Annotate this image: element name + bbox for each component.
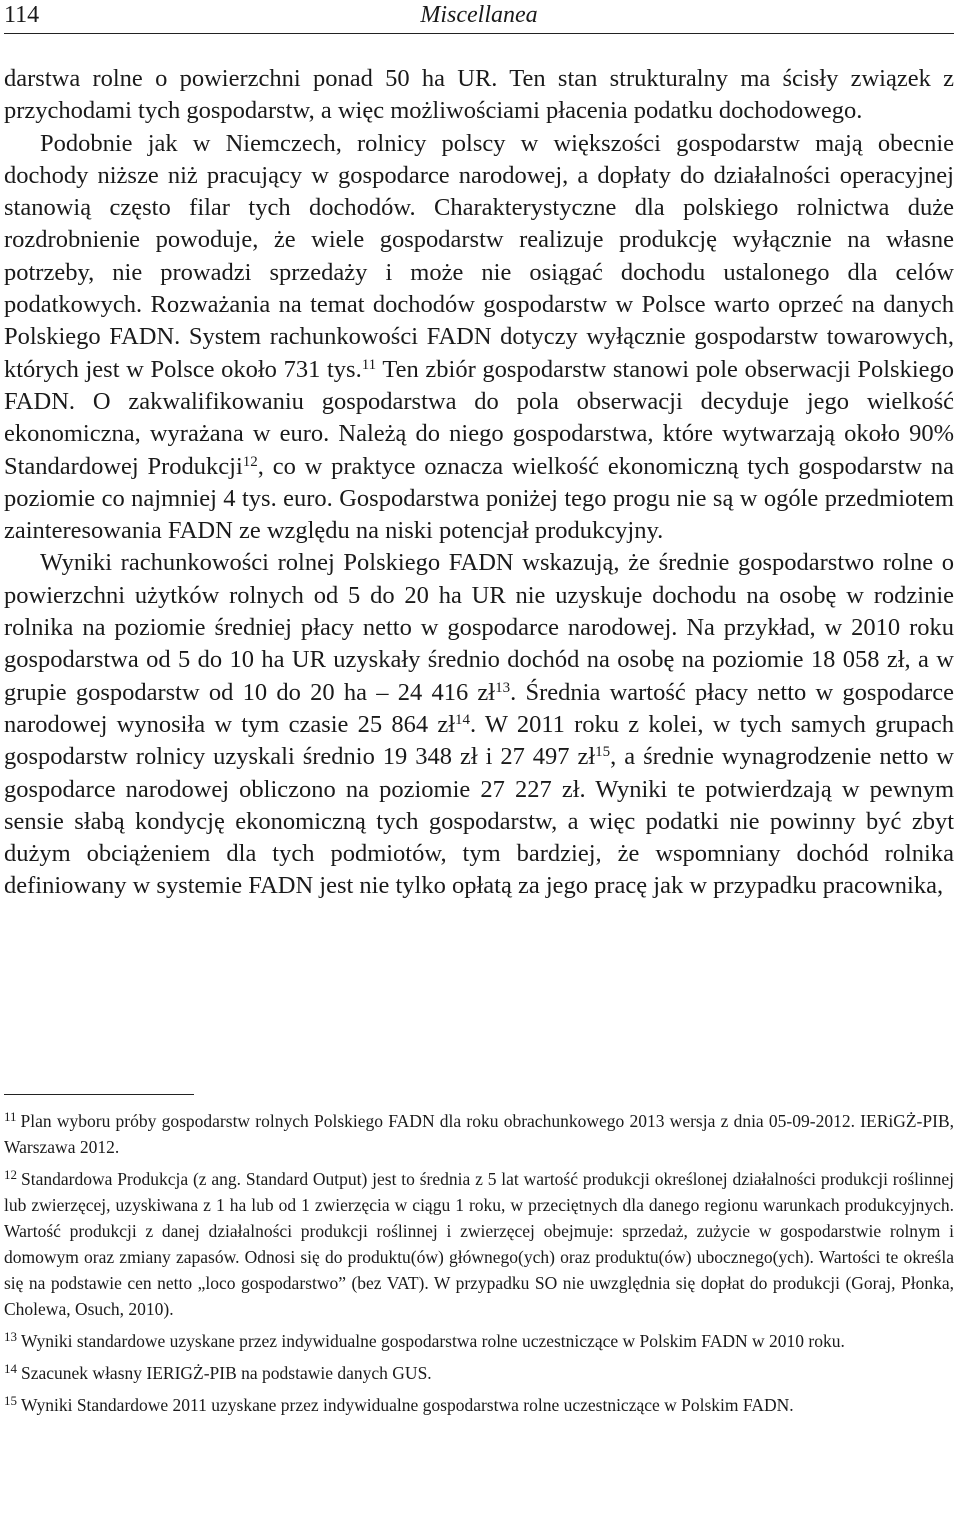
footnote-separator xyxy=(4,1094,194,1095)
running-title: Miscellanea xyxy=(420,2,538,28)
paragraph-2-text-c: , co w praktyce oznacza wielkość ekonomiczną tych gospodarstw na poziomie co najmniej 4 tys. euro. Gospodarstwa poniżej tego progu nie są w ogóle przedmiotem zainteresowania FADN ze względu na niski potencjał produkcyjny. xyxy=(4,452,954,545)
footnote-number: 15 xyxy=(4,1393,17,1408)
footnote-ref-11[interactable]: 11 xyxy=(361,356,377,373)
footnote-ref-14[interactable]: 14 xyxy=(455,711,471,728)
paragraph-1-text: darstwa rolne o powierzchni ponad 50 ha UR. Ten stan strukturalny ma ścisły związek z przychodami tych gospodarstw, a więc możliwościami płacenia podatku dochodowego. xyxy=(4,65,954,125)
paragraph-2-text-b: Ten zbiór gospodarstw stanowi pole obserwacji Polskiego FADN. O zakwalifikowaniu gospodarstwa do pola obserwacji decyduje jego wielkość ekonomiczna, wyrażana w euro. Należą do niego gospodarstwa, które wytwarzają około 90% Standardowej Produkcji xyxy=(4,355,955,480)
footnote-text: Plan wyboru próby gospodarstw rolnych Polskiego FADN dla roku obrachunkowego 2013 wersja z dnia 05-09-2012. IERiGŻ-PIB, Warszawa 2012. xyxy=(4,1111,954,1157)
footnote-number: 11 xyxy=(4,1109,17,1124)
paragraph-2 xyxy=(4,128,954,548)
paragraph-3 xyxy=(4,547,954,902)
footnote-11 xyxy=(4,1108,954,1160)
footnote-text: Standardowa Produkcja (z ang. Standard Output) jest to średnia z 5 lat wartość produkcji określonej działalności produkcji roślinnej lub zwierzęcej, uzyskiwana z 1 ha lub od 1 zwierzęcia w ciągu 1 roku, w przeciętnych dla danego regionu warunkach produkcyjnych. Wartość produkcji z danej działalności produkcji roślinnej i zwierzęcej obejmuje: sprzedaż, zużycie w gospodarstwie rolnym i domowym oraz zmiany zapasów. Odnosi się do produktu(ów) głównego(ych) oraz produktu(ów) ubocznego(ych). Wartości te określa się na podstawie cen netto „loco gospodarstwo” (bez VAT). W przypadku SO nie uwzględnia się dopłat do produkcji (Goraj, Płonka, Cholewa, Osuch, 2010). xyxy=(4,1169,954,1319)
footnote-number: 12 xyxy=(4,1167,17,1182)
paragraph-3-text-b: . Średnia wartość płacy netto w gospodarce narodowej wynosiła w tym czasie 25 864 zł xyxy=(4,678,955,738)
footnote-text: Wyniki Standardowe 2011 uzyskane przez indywidualne gospodarstwa rolne uczestniczące w Polskim FADN. xyxy=(21,1395,794,1415)
footnote-number: 14 xyxy=(4,1361,17,1376)
footnote-15 xyxy=(4,1392,954,1418)
body-text xyxy=(4,63,954,903)
footnote-12 xyxy=(4,1166,954,1322)
footnote-14 xyxy=(4,1360,954,1386)
footnote-13 xyxy=(4,1328,954,1354)
paragraph-2-text-a: Podobnie jak w Niemczech, rolnicy polscy w większości gospodarstw mają obecnie dochody niższe niż pracujący w gospodarce narodowej, a dopłaty do działalności operacyjnej stanowią często filar tych dochodów. Charakterystyczne dla polskiego rolnictwa duże rozdrobnienie powoduje, że wiele gospodarstw realizuje produkcję wyłącznie na własne potrzeby, nie prowadzi sprzedaży i może nie osiągać dochodu ustalonego dla celów podatkowych. Rozważania na temat dochodów gospodarstw w Polsce warto oprzeć na danych Polskiego FADN. System rachunkowości FADN dotyczy wyłącznie gospodarstw towarowych, których jest w Polsce około 731 tys. xyxy=(4,129,954,383)
footnote-text: Szacunek własny IERIGŻ-PIB na podstawie danych GUS. xyxy=(21,1363,432,1383)
footnote-ref-13[interactable]: 13 xyxy=(495,679,511,696)
page-number: 114 xyxy=(4,2,40,28)
footnote-text: Wyniki standardowe uzyskane przez indywidualne gospodarstwa rolne uczestniczące w Polskim FADN w 2010 roku. xyxy=(21,1331,845,1351)
paragraph-1 xyxy=(4,63,954,128)
footnote-ref-12[interactable]: 12 xyxy=(242,453,258,470)
paragraph-3-text-c: . W 2011 roku z kolei, w tych samych grupach gospodarstw rolnicy uzyskali średnio 19 348 zł i 27 497 zł xyxy=(4,710,954,771)
footnotes xyxy=(4,1108,954,1424)
paragraph-3-text-a: Wyniki rachunkowości rolnej Polskiego FADN wskazują, że średnie gospodarstwo rolne o powierzchni użytków rolnych od 5 do 20 ha UR nie uzyskuje dochodu na osobę w rodzinie rolnika na poziomie średniej płacy netto w gospodarce narodowej. Na przykład, w 2010 roku gospodarstwa od 5 do 10 ha UR uzyskały średnio dochód na osobę na poziomie 18 058 zł, a w grupie gospodarstw od 10 do 20 ha – 24 416 zł xyxy=(4,549,954,706)
paragraph-3-text-d: , a średnie wynagrodzenie netto w gospodarce narodowej obliczono na poziomie 27 227 zł. Wyniki te potwierdzają w pewnym sensie słabą kondycję ekonomiczną tych gospodarstw, a więc podatki nie powinny być zbyt dużym obciążeniem dla tych podmiotów, tym bardziej, że wspomniany dochód rolnika definiowany w systemie FADN jest nie tylko opłatą za jego pracę jak w przypadku pracownika, xyxy=(4,743,954,900)
footnote-ref-15[interactable]: 15 xyxy=(595,744,611,761)
footnote-number: 13 xyxy=(4,1329,17,1344)
page-header xyxy=(4,0,954,34)
